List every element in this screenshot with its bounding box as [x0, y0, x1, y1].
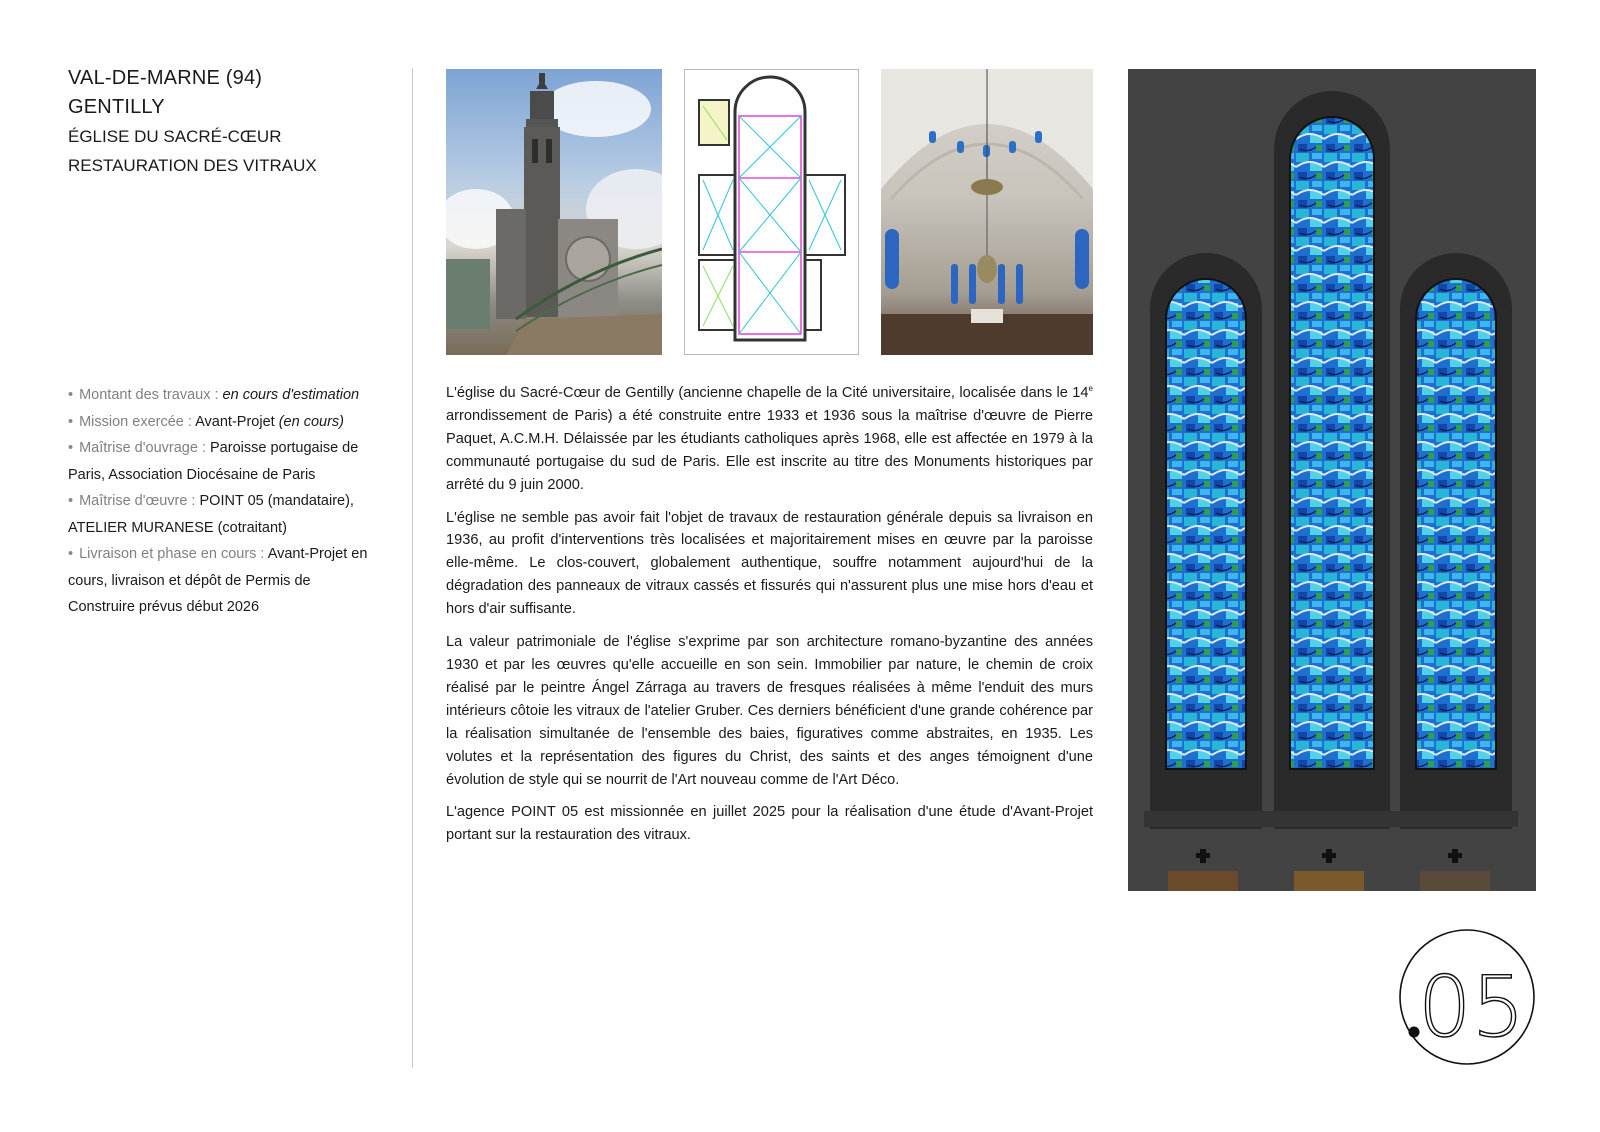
list-item	[68, 541, 378, 621]
info-value: POINT 05 (mandataire), ATELIER MURANESE (cotraitant)	[68, 493, 354, 536]
city-title: GENTILLY	[68, 96, 165, 118]
info-value: Paroisse portugaise de Paris, Association Diocésaine de Paris	[68, 440, 359, 483]
info-value-status: (en cours)	[278, 413, 344, 430]
column-divider	[412, 68, 413, 1068]
info-value: en cours d'estimation	[222, 387, 360, 403]
info-label: Maîtrise d'ouvrage :	[79, 440, 206, 456]
project-description	[446, 382, 1093, 857]
bullet-icon: •	[68, 413, 74, 430]
info-label: Montant des travaux :	[79, 387, 219, 403]
info-value: Avant-Projet	[195, 413, 275, 430]
info-value: Avant-Projet en cours, livraison et dépôt de Permis de Construire prévus début 2026	[68, 546, 368, 615]
bullet-icon: •	[68, 493, 74, 509]
description-paragraph: La valeur patrimoniale de l'église s'exprime par son architecture romano-byzantine des années 1930 et par les œuvres qu'elle accueille en son sein. Immobilier par nature, le chemin de croix réalisé par le peintre Ángel Zárraga au travers de fresques réalisées à même l'enduit des murs intérieurs côtoie les vitraux de l'atelier Gruber. Ces derniers bénéficient d'une grande cohérence par la réalisation simultanée de l'ensemble des baies, figuratives comme abstraites, en 1935. Les volutes et la représentation des figures du Christ, des saints et des anges témoignent d'une évolution de style qui se nourrit de l'Art nouveau comme de l'Art Déco.	[446, 634, 1093, 788]
project-name: RESTAURATION DES VITRAUX	[68, 156, 317, 175]
church-name: ÉGLISE DU SACRÉ-CŒUR	[68, 127, 282, 146]
church-floor-plan	[684, 69, 859, 355]
bullet-icon: •	[68, 387, 74, 403]
description-paragraph: L'église ne semble pas avoir fait l'objet de travaux de restauration générale depuis sa livraison en 1936, au profit d'interventions très localisées et majoritairement mises en œuvre par la paroisse elle-même. Le clos-couvert, globalement authentique, souffre notamment aujourd'hui de la dégradation des panneaux de vitraux cassés et fissurés qui n'assurent plus une mise hors d'eau et hors d'air suffisante.	[446, 509, 1093, 618]
stained-glass-windows-photo	[1128, 69, 1536, 891]
point05-logo	[1398, 928, 1536, 1066]
description-paragraph: L'agence POINT 05 est missionnée en juillet 2025 pour la réalisation d'une étude d'Avant-Projet portant sur la restauration des vitraux.	[446, 804, 1093, 844]
list-item	[68, 382, 378, 409]
project-info-list	[68, 382, 378, 621]
logo-text: 05	[1418, 958, 1525, 1056]
bullet-icon: •	[68, 440, 74, 456]
title-block	[68, 64, 388, 180]
church-exterior-photo	[446, 69, 662, 355]
info-label: Maîtrise d'œuvre :	[79, 493, 196, 509]
bullet-icon: •	[68, 546, 74, 562]
info-label: Mission exercée :	[79, 413, 192, 430]
description-paragraph: L'église du Sacré-Cœur de Gentilly (ancienne chapelle de la Cité universitaire, localisée dans le 14e arrondissement de Paris) a été construite entre 1933 et 1936 sous la maîtrise d'œuvre de Pierre Paquet, A.C.M.H. Délaissée par les étudiants catholiques après 1968, elle est affectée en 1979 à la communauté portugaise du sud de Paris. Elle est inscrite au titre des Monuments historiques par arrêté du 9 juin 2000.	[446, 384, 1093, 493]
list-item	[68, 435, 378, 488]
church-interior-photo	[881, 69, 1093, 355]
info-label: Livraison et phase en cours :	[79, 546, 265, 562]
list-item	[68, 409, 378, 436]
department-title: VAL-DE-MARNE (94)	[68, 67, 263, 89]
list-item	[68, 488, 378, 541]
